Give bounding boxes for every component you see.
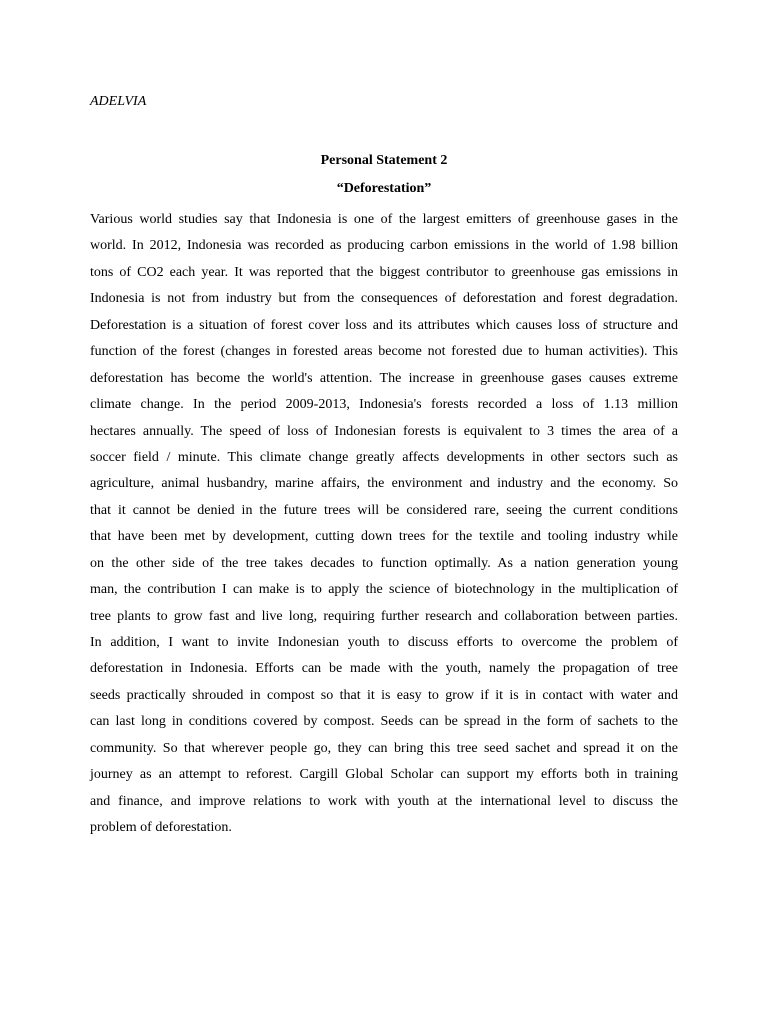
body-line: deforestation has become the world's attention. The increase in greenhouse gases causes extreme: [90, 370, 678, 386]
body-line: deforestation in Indonesia. Efforts can be made with the youth, namely the propagation of tree: [90, 661, 678, 677]
body-line: Indonesia is not from industry but from the consequences of deforestation and forest degradation.: [90, 291, 678, 307]
body-line: Deforestation is a situation of forest cover loss and its attributes which causes loss of structure and: [90, 317, 678, 333]
body-line: seeds practically shrouded in compost so that it is easy to grow if it is in contact with water and: [90, 687, 678, 703]
body-line: can last long in conditions covered by compost. Seeds can be spread in the form of sachets to the: [90, 714, 678, 730]
body-line: that it cannot be denied in the future trees will be considered rare, seeing the current conditions: [90, 502, 678, 518]
body-line: world. In 2012, Indonesia was recorded as producing carbon emissions in the world of 1.98 billion: [90, 238, 678, 254]
body-line: community. So that wherever people go, they can bring this tree seed sachet and spread it on the: [90, 740, 678, 756]
body-line: Various world studies say that Indonesia is one of the largest emitters of greenhouse gases in the: [90, 212, 678, 227]
body-line: that have been met by development, cutting down trees for the textile and tooling industry while: [90, 529, 678, 545]
statement-body: [90, 210, 678, 845]
author-name: ADELVIA: [90, 94, 147, 109]
body-line: problem of deforestation.: [90, 820, 232, 836]
body-line: agriculture, animal husbandry, marine affairs, the environment and industry and the economy. So: [90, 476, 678, 492]
body-line: tree plants to grow fast and live long, requiring further research and collaboration between parties.: [90, 608, 678, 624]
body-line: and finance, and improve relations to work with youth at the international level to discuss the: [90, 793, 678, 809]
body-line: soccer field / minute. This climate change greatly affects developments in other sectors such as: [90, 449, 678, 465]
body-line: on the other side of the tree takes decades to function optimally. As a nation generation young: [90, 555, 678, 571]
body-line: In addition, I want to invite Indonesian youth to discuss efforts to overcome the problem of: [90, 635, 678, 650]
body-line: journey as an attempt to reforest. Cargill Global Scholar can support my efforts both in training: [90, 767, 678, 783]
body-line: man, the contribution I can make is to apply the science of biotechnology in the multiplication of: [90, 582, 678, 598]
body-line: climate change. In the period 2009-2013, Indonesia's forests recorded a loss of 1.13 million: [90, 397, 678, 413]
body-line: hectares annually. The speed of loss of Indonesian forests is equivalent to 3 times the area of a: [90, 423, 678, 439]
document-title: Personal Statement 2: [320, 153, 448, 168]
body-line: tons of CO2 each year. It was reported that the biggest contributor to greenhouse gas emissions in: [90, 264, 678, 280]
document-subtitle: “Deforestation”: [336, 181, 432, 196]
body-line: function of the forest (changes in forested areas become not forested due to human activities). This: [90, 344, 678, 360]
